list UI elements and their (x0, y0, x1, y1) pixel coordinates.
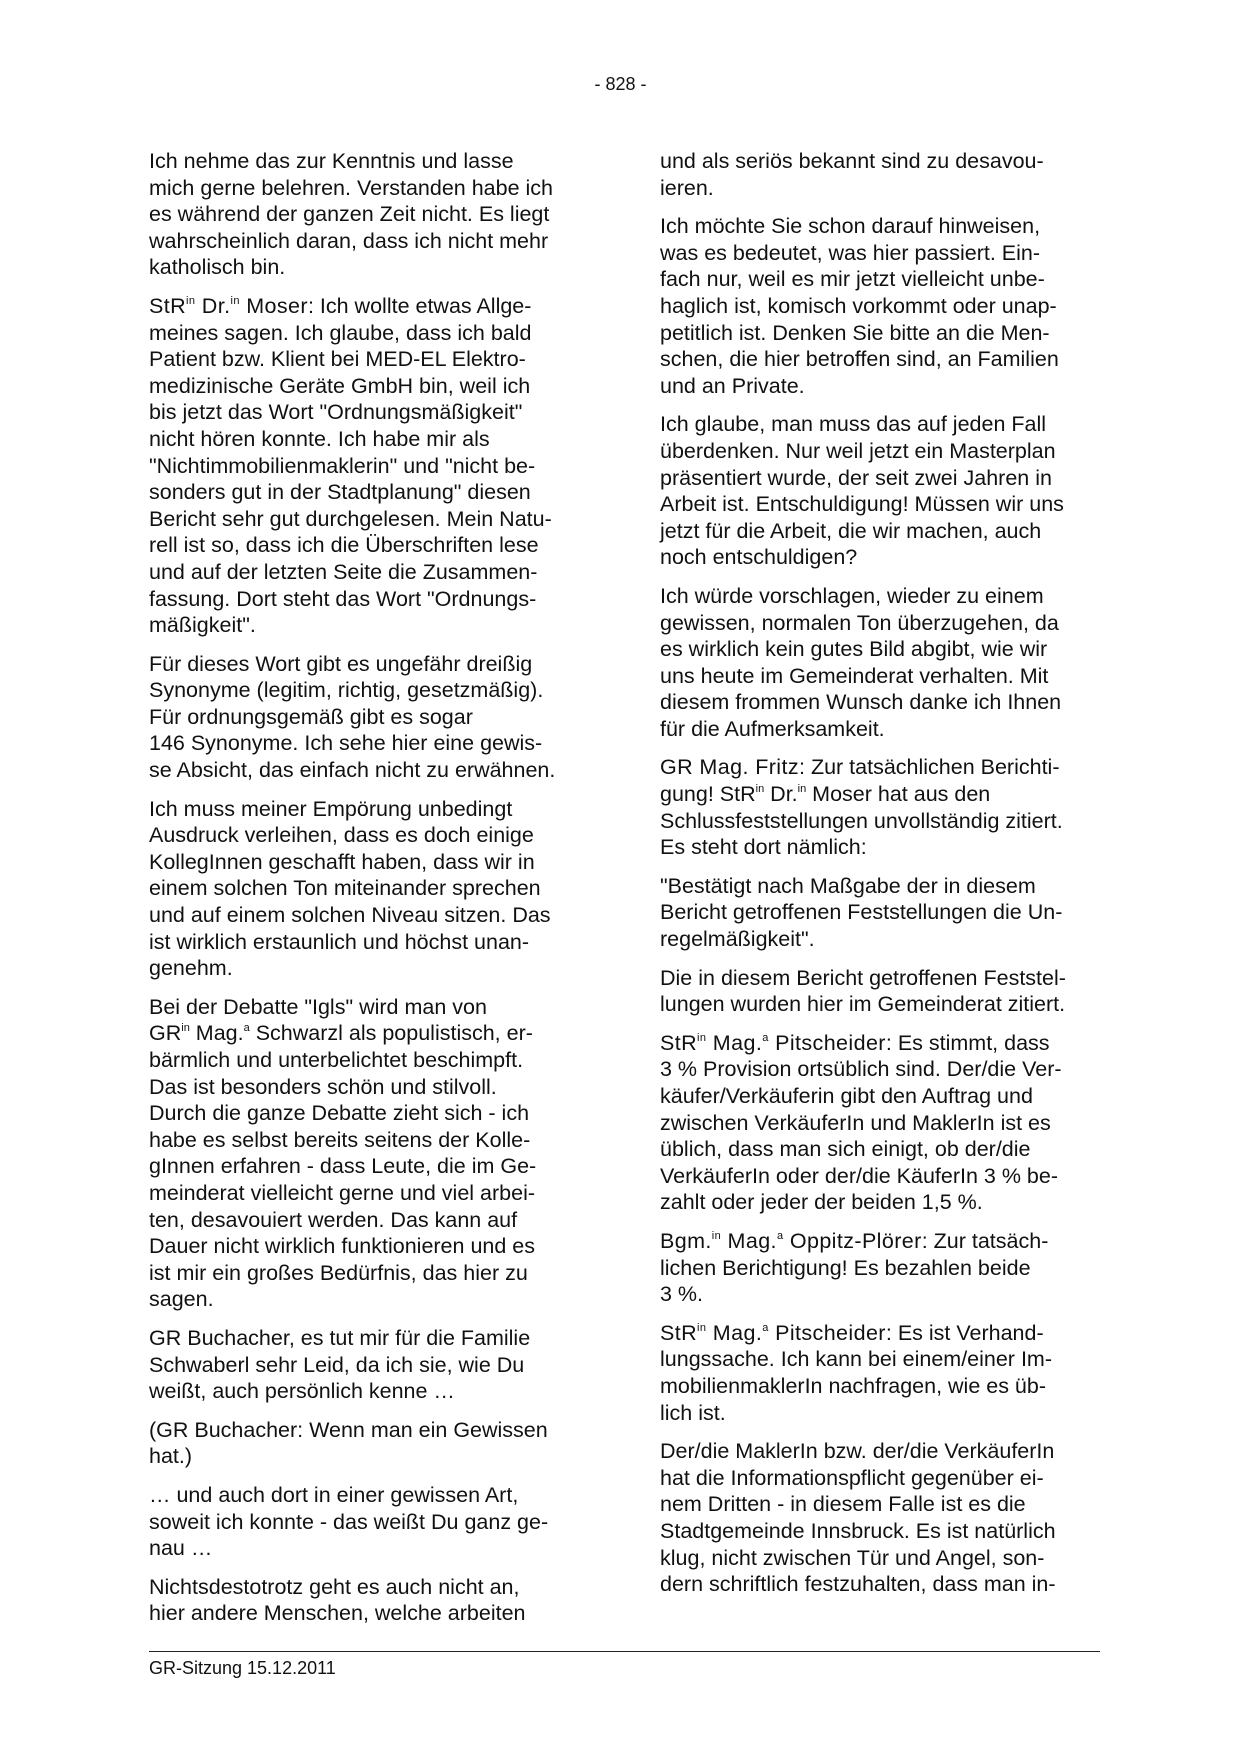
paragraph-speech-fritz: GR Mag. Fritz: Zur tatsächlichen Berichti- gung! StR$^{in}$ Dr.$^{in}$ Moser hat aus den Schlussfeststellungen unvollständig zitiert. Es steht dort nämlich: (660, 755, 1063, 860)
speaker-name: Bgm.$^{in}$ Mag.$^a$ Oppitz-Plörer (660, 1228, 922, 1253)
quotation: "Bestätigt nach Maßgabe der in diesem Bericht getroffenen Feststellungen die Un- regelmäßigkeit". (660, 873, 1063, 952)
paragraph: Für dieses Wort gibt es ungefähr dreißig Synonyme (legitim, richtig, gesetzmäßig). Für ordnungsgemäß gibt es sogar 146 Synonyme. Ich sehe hier eine gewis- se Absicht, das einfach nicht zu erwähnen. (149, 651, 556, 783)
speaker-name: GR Mag. Fritz (660, 755, 799, 780)
paragraph: Ich nehme das zur Kenntnis und lasse mich gerne belehren. Verstanden habe ich es während der ganzen Zeit nicht. Es liegt wahrscheinlich daran, dass ich nicht mehr katholisch bin. (149, 149, 553, 280)
speech-text: : Es ist Verhand- lungssache. Ich kann bei einem/einer Im- mobilienmaklerIn nachfragen, wie es üb- lich ist. (660, 1320, 1052, 1425)
speech-text: : Es stimmt, dass 3 % Provision ortsüblich sind. Der/die Ver- käufer/Verkäuferin gibt den Auftrag und zwischen VerkäuferIn und MaklerIn ist es üblich, dass man sich einigt, ob der/die VerkäuferIn oder der/die KäuferIn 3 % be- zahlt oder jeder der beiden 1,5 %. (660, 1030, 1062, 1215)
paragraph: Ich glaube, man muss das auf jeden Fall überdenken. Nur weil jetzt ein Masterplan präsentiert wurde, der seit zwei Jahren in Arbeit ist. Entschuldigung! Müssen wir uns jetzt für die Arbeit, die wir machen, auch noch entschuldigen? (660, 412, 1064, 570)
paragraph-speech-oppitz-ploerer (660, 1228, 1105, 1308)
paragraph-speech-pitscheider (660, 1030, 1105, 1216)
paragraph-speech-pitscheider-2 (660, 1320, 1105, 1426)
right-column (660, 148, 1105, 1610)
speaker-name: StR$^{in}$ Dr.$^{in}$ Moser (149, 293, 308, 318)
paragraph: Ich muss meiner Empörung unbedingt Ausdruck verleihen, dass es doch einige KollegInnen geschafft haben, dass wir in einem solchen Ton miteinander sprechen und auf einem solchen Niveau sitzen. Das ist wirklich erstaunlich und höchst unan- genehm. (149, 796, 551, 981)
paragraph-speech-moser (149, 293, 589, 639)
paragraph: Der/die MaklerIn bzw. der/die VerkäuferIn hat die Informationspflicht gegenüber ei- nem Dritten - in diesem Falle ist es die Stadtgemeinde Innsbruck. Es ist natürlich klug, nicht zwischen Tür und Angel, son- dern schriftlich festzuhalten, dass man in- (660, 1439, 1056, 1597)
interjection: (GR Buchacher: Wenn man ein Gewissen hat.) (149, 1417, 548, 1469)
speaker-name: StR$^{in}$ Mag.$^a$ Pitscheider (660, 1320, 886, 1345)
paragraph: … und auch dort in einer gewissen Art, soweit ich konnte - das weißt Du ganz ge- nau … (149, 1482, 549, 1561)
left-column (149, 148, 589, 1639)
page-number: - 828 - (594, 74, 647, 94)
paragraph: Bei der Debatte "Igls" wird man von $GR^{in}$ Mag.$^a$ Schwarzl als populistisch, er- bärmlich und unterbelichtet beschimpft. Das ist besonders schön und stilvoll. Durch die ganze Debatte zieht sich - ich habe es selbst bereits seitens der Kolle- gInnen erfahren - dass Leute, die im Ge- meinderat vielleicht gerne und viel arbei- ten, desavouiert werden. Das kann auf Dauer nicht wirklich funktionieren und es ist mir ein großes Bedürfnis, das hier zu sagen. (149, 994, 537, 1312)
speech-text: : Zur tatsäch- lichen Berichtigung! Es bezahlen beide 3 %. (660, 1228, 1049, 1307)
speech-text: : Ich wollte etwas Allge- meines sagen. Ich glaube, dass ich bald Patient bzw. Klient bei MED-EL Elektro- medizinische Geräte GmbH bin, weil ich bis jetzt das Wort "Ordnungsmäßigkeit" nicht hören konnte. Ich habe mir als "Nichtimmobilienmaklerin" und "nicht be- sonders gut in der Stadtplanung" diesen Bericht sehr gut durchgelesen. Mein Natu- rell ist so, dass ich die Überschriften lese und auf der letzten Seite die Zusammen- fassung. Dort steht das Wort "Ordnungs- mäßigkeit". (149, 293, 552, 638)
footer-session-date: GR-Sitzung 15.12.2011 (149, 1658, 336, 1678)
footer-divider (149, 1651, 1100, 1652)
paragraph: Ich möchte Sie schon darauf hinweisen, was es bedeutet, was hier passiert. Ein- fach nur, weil es mir jetzt vielleicht unbe- haglich ist, komisch vorkommt oder unap- petitlich ist. Denken Sie bitte an die Men- schen, die hier betroffen sind, an Familien und an Private. (660, 214, 1059, 398)
paragraph: GR Buchacher, es tut mir für die Familie Schwaberl sehr Leid, da ich sie, wie Du weißt, auch persönlich kenne … (149, 1325, 531, 1404)
paragraph: Ich würde vorschlagen, wieder zu einem gewissen, normalen Ton überzugehen, da es wirklich kein gutes Bild abgibt, wie wir uns heute im Gemeinderat verhalten. Mit diesem frommen Wunsch danke ich Ihnen für die Aufmerksamkeit. (660, 583, 1062, 741)
paragraph: und als seriös bekannt sind zu desavou- ieren. (660, 149, 1044, 200)
paragraph: Nichtsdestotrotz geht es auch nicht an, hier andere Menschen, welche arbeiten (149, 1574, 526, 1626)
speaker-name: StR$^{in}$ Mag.$^a$ Pitscheider (660, 1030, 886, 1055)
paragraph: Die in diesem Bericht getroffenen Feststel- lungen wurden hier im Gemeinderat zitiert. (660, 965, 1066, 1017)
